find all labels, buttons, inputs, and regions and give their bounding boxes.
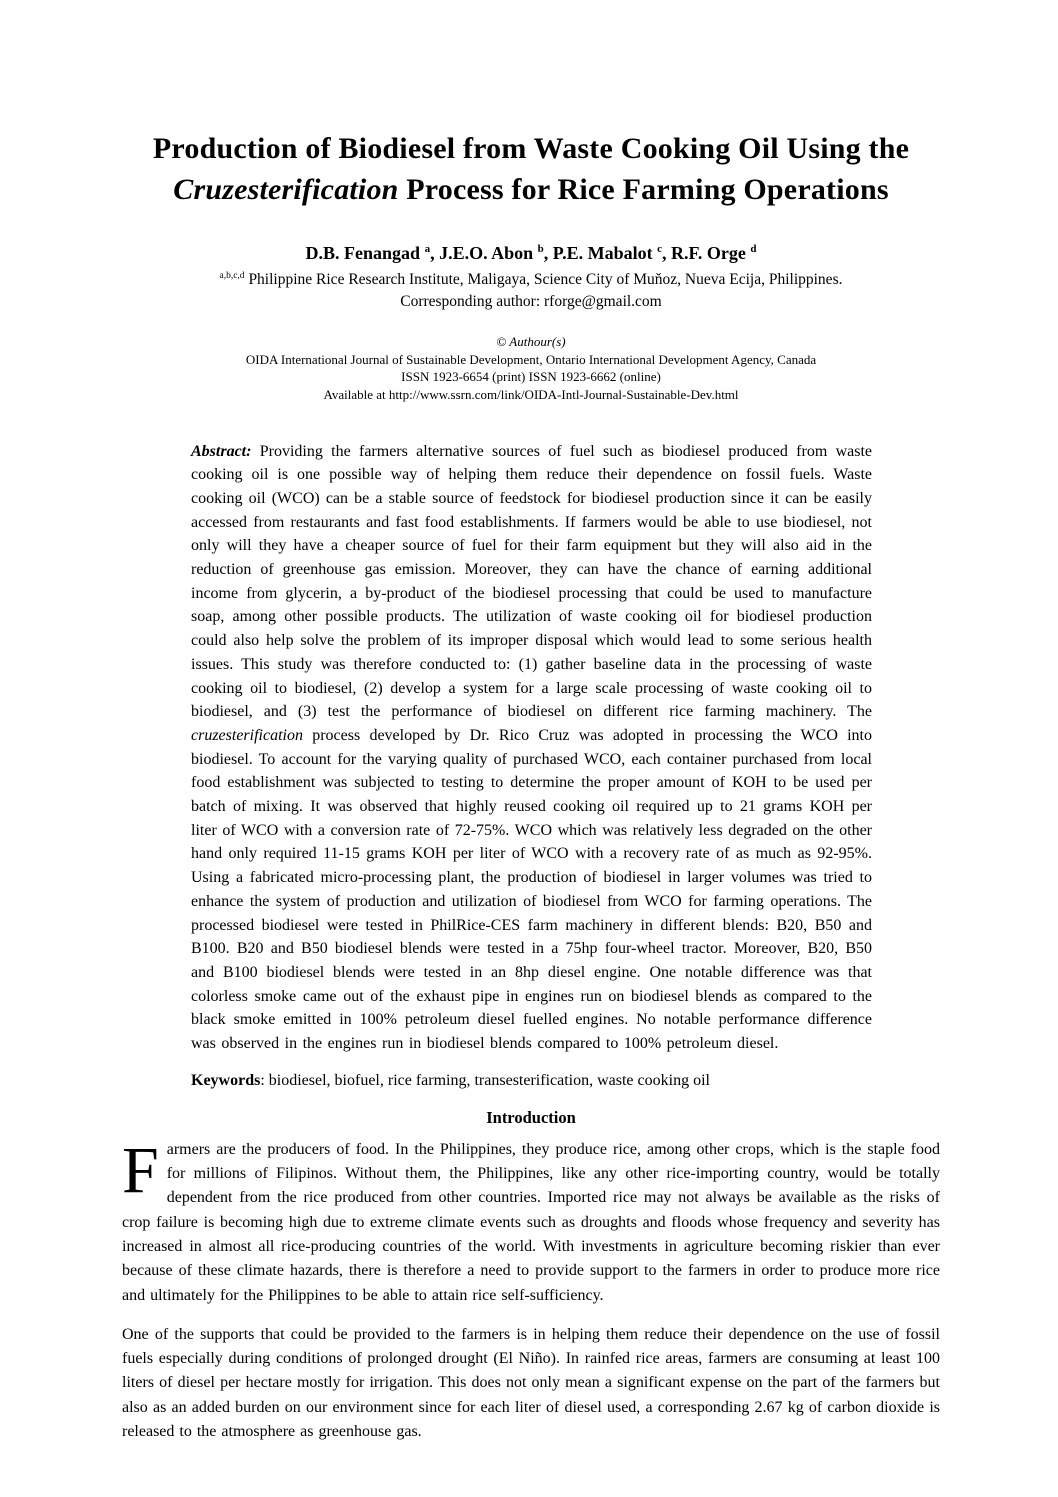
imprint-block [122, 333, 940, 403]
paper-title [122, 128, 940, 210]
author-name: P.E. Mabalot [552, 243, 658, 263]
abstract-text-part1: Providing the farmers alternative sources of fuel such as biodiesel produced from waste cooking oil is one possible way of helping them reduce their dependence on fossil fuels. Waste cooking oil (WCO) can be a stable source of feedstock for biodiesel production since it can be easily accessed from restaurants and fast food establishments. If farmers would be able to use biodiesel, not only will they have a cheaper source of fuel for their farm equipment but they will also aid in the reduction of greenhouse gas emission. Moreover, they can have the chance of earning additional income from glycerin, a by-product of the biodiesel processing that could be used to manufacture soap, among other possible products. The utilization of waste cooking oil for biodiesel production could also help solve the problem of its improper disposal which would lead to some serious health issues. This study was therefore conducted to: (1) gather baseline data in the processing of waste cooking oil to biodiesel, (2) develop a system for a large scale processing of waste cooking oil to biodiesel, and (3) test the performance of biodiesel on different rice farming machinery. The [191, 442, 872, 721]
abstract-paragraph [191, 440, 872, 1056]
abstract-text-part2: process developed by Dr. Rico Cruz was adopted in processing the WCO into biodiesel. To account for the varying quality of purchased WCO, each container purchased from local food establishment was subjected to testing to determine the proper amount of KOH to be used per batch of mixing. It was observed that highly reused cooking oil required up to 21 grams KOH per liter of WCO with a conversion rate of 72-75%. WCO which was relatively less degraded on the other hand only required 11-15 grams KOH per liter of WCO with a recovery rate of as much as 92-95%. Using a fabricated micro-processing plant, the production of biodiesel in larger volumes was tried to enhance the system of production and utilization of biodiesel from WCO for farming operations. The processed biodiesel were tested in PhilRice-CES farm machinery in different blends: B20, B50 and B100. B20 and B50 biodiesel blends were tested in a 75hp four-wheel tractor. Moreover, B20, B50 and B100 biodiesel blends were tested in an 8hp diesel engine. One notable difference was that colorless smoke came out of the exhaust pipe in engines run on biodiesel blends as compared to the black smoke emitted in 100% petroleum diesel fuelled engines. No notable performance difference was observed in the engines run in biodiesel blends compared to 100% petroleum diesel. [191, 726, 872, 1053]
corresponding-author-line: Corresponding author: rforge@gmail.com [400, 293, 662, 311]
affiliation-marks: a,b,c,d [219, 271, 245, 281]
author-separator: , [430, 243, 440, 263]
abstract-label: Abstract: [191, 442, 252, 460]
keywords-line [191, 1069, 872, 1092]
paper-title-italic-term: Cruzesterification [173, 173, 399, 206]
copyright-line: © Authour(s) [496, 334, 566, 350]
author-separator: , [661, 243, 671, 263]
paper-title-line1: Production of Biodiesel from Waste Cooking Oil Using the [152, 132, 910, 165]
availability-line: Available at http://www.ssrn.com/link/OIDA-Intl-Journal-Sustainable-Dev.html [323, 386, 739, 402]
keywords-label: Keywords [191, 1071, 261, 1089]
keywords-text: : biodiesel, biofuel, rice farming, transesterification, waste cooking oil [260, 1071, 710, 1089]
author-affiliation-mark: d [750, 243, 757, 255]
issn-line: ISSN 1923-6654 (print) ISSN 1923-6662 (online) [401, 369, 661, 385]
author-separator: , [543, 243, 553, 263]
author-name: J.E.O. Abon [439, 243, 538, 263]
author-affiliation-mark: c [657, 243, 662, 255]
author-affiliation-mark: a [424, 243, 431, 255]
affiliation-line [122, 265, 940, 291]
abstract-italic-term: cruzesterification [191, 726, 303, 744]
affiliation-text: Philippine Rice Research Institute, Maligaya, Science City of Muňoz, Nueva Ecija, Philippines. [244, 271, 843, 289]
paper-title-line2-rest: Process for Rice Farming Operations [398, 173, 889, 206]
introduction-heading: Introduction [486, 1107, 576, 1127]
author-affiliation-mark: b [537, 243, 544, 255]
journal-line: OIDA International Journal of Sustainable Development, Ontario International Development Agency, Canada [245, 351, 817, 367]
author-name: D.B. Fenangad [305, 243, 425, 263]
author-line [122, 237, 940, 265]
introduction-paragraph-1 [122, 1133, 940, 1308]
introduction-paragraph-1-text: armers are the producers of food. In the Philippines, they produce rice, among other crops, which is the staple food for millions of Filipinos. Without them, the Philippines, like any other rice-importing country, would be totally dependent from the rice produced from other countries. Imported rice may not always be available as the risks of crop failure is becoming high due to extreme climate events such as droughts and floods whose frequency and severity has increased in almost all rice-producing countries of the world. With investments in agriculture becoming riskier than ever because of these climate hazards, there is therefore a need to provide support to the farmers in order to produce more rice and ultimately for the Philippines to be able to attain rice self-sufficiency. [122, 1140, 940, 1304]
author-name: R.F. Orge [670, 243, 751, 263]
introduction-paragraph-2: One of the supports that could be provided to the farmers is in helping them reduce their dependence on the use of fossil fuels especially during conditions of prolonged drought (El Niño). In rainfed rice areas, farmers are consuming at least 100 liters of diesel per hectare mostly for irrigation. This does not only mean a significant expense on the part of the farmers but also as an added burden on our environment since for each liter of diesel used, a corresponding 2.67 kg of carbon dioxide is released to the atmosphere as greenhouse gas. [122, 1325, 940, 1441]
dropcap-letter: F [122, 1133, 159, 1207]
